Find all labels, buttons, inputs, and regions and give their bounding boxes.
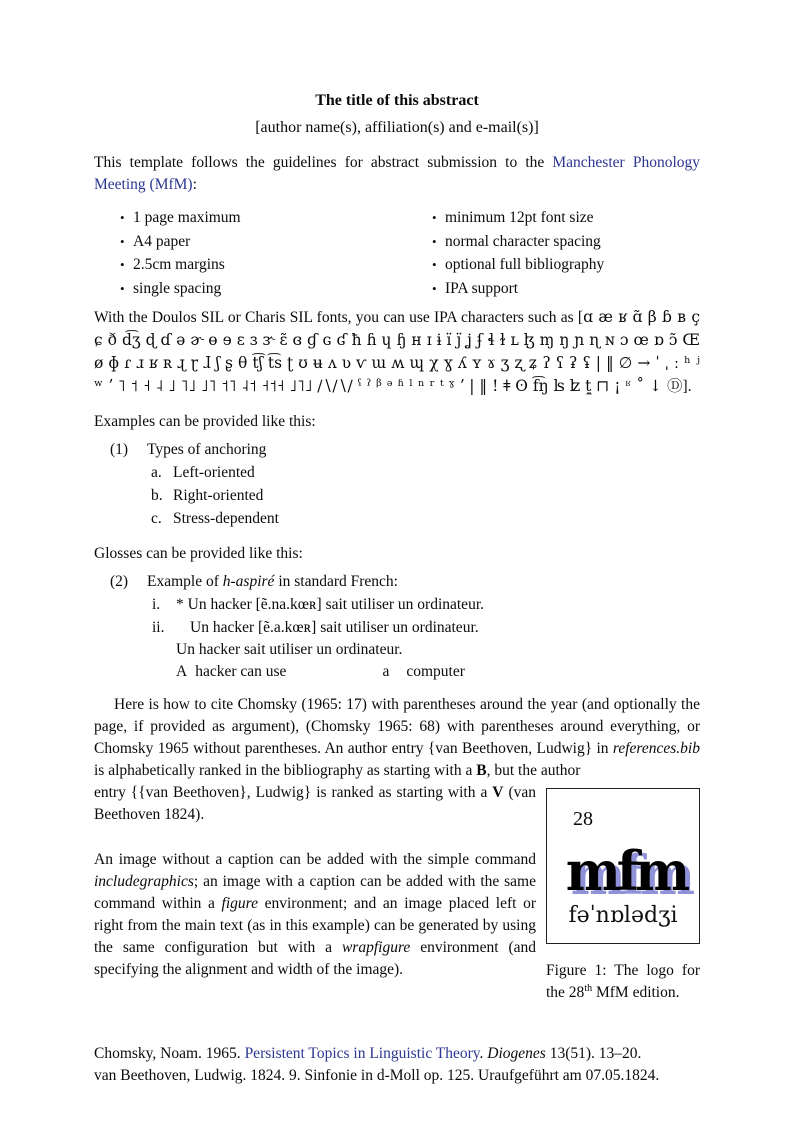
ipa-characters: ɑ æ ʁ ɑ̃ β ɓ ʙ ç ɕ ð d͡ʒ ɖ ɗ ə ɚ ɵ ɘ ɛ ɜ ɝ ɛ̃ ɞ ɠ ɢ ʛ ħ ɦ ɥ ɧ ʜ ɪ ɨ ï j̈ ʝ ʄ ɬ ɫ ʟ ɮ ɱ ŋ ɲ ɳ ɴ ɔ œ ɒ ɔ̃ Œ ø ɸ ɾ ɹ ʁ ʀ ɻ ɽ ɺ ʃ ʂ θ t͡ʃ t͡s ʈ ʊ ʉ ʌ ʋ ⱱ ɯ ʍ ɰ χ ɣ ʎ ʏ ɤ ʒ ʐ ʑ ʔ ʕ ʡ ʢ | ‖ ∅ → ˈ ˌ ː ʰ ʲ ʷ ʼ ˥ ˦ ˧ ˨ ˩ ˥˩ ˩˥ ˦˥ ˨˦ ˧˦˧ ˩˥˩ ∕∖∕∖∕ ˤ ˀ ᵝ ᵊ ʱ ˡ ⁿ ʳ ᵗ ˠ ʼ | ‖ ! ǂ ʘ f͡ŋ ʪ ʫ t̼ ⊓ ¡ ʶ ˚ ↓ Ⓓ [94, 308, 701, 395]
glosses-lead: Glosses can be provided like this: [94, 545, 303, 562]
caption-text: Figure 1: The logo for the 28 [546, 962, 700, 1001]
gloss-row-i [94, 593, 700, 616]
citation-text: (van Beethoven 1824). [94, 784, 536, 823]
citation-text: Here is how to cite Chomsky (1965: 17) with parentheses around the year (and optionally the page, if provided as argument), (Chomsky 1965: 68) with parentheses around everything, or Chomsky 1965 without parentheses. An author entry {van Beethoven, Ludwig} in [94, 696, 700, 757]
list-item [94, 484, 700, 507]
examples-lead: Examples can be provided like this: [94, 413, 316, 430]
gloss-row-ii [94, 616, 700, 639]
caption-superscript: th [584, 982, 593, 994]
list-item-label: minimum 12pt font size [445, 209, 594, 226]
bullet-icon: • [120, 257, 125, 272]
example-title [147, 573, 398, 590]
reference-entry [94, 1043, 700, 1065]
page-title: The title of this abstract [315, 92, 479, 109]
bullet-icon: • [120, 280, 125, 296]
gloss-text: Un hacker [ẽ.a.kœʀ] sait utiliser un ordinateur. [190, 619, 479, 636]
bullet-icon: • [120, 210, 125, 225]
example-1-header [94, 438, 700, 461]
paragraph-text: ; an image with a caption can be added with the same command within a [94, 873, 536, 912]
paragraph-text: environment; and an image placed left or right from the main text (as in this example) can be generated by using the same configuration but with a [94, 895, 536, 956]
bullet-icon: • [432, 233, 437, 249]
citation-text: , but the author [486, 762, 581, 779]
bold-letter-b: B [476, 762, 487, 779]
bullet-icon: • [432, 210, 437, 225]
bullet-icon: • [120, 233, 125, 249]
wrap-region [94, 782, 700, 1003]
caption-text: MfM edition. [592, 983, 680, 1001]
list-item-label: normal character spacing [445, 232, 601, 250]
figure-caption [546, 960, 700, 1003]
paragraph-text: An image without a caption can be added with the simple command [94, 851, 536, 868]
bullet-icon: • [432, 280, 437, 296]
list-item [94, 461, 700, 484]
example-number: (2) [110, 573, 129, 590]
intro-text: This template follows the guidelines for abstract submission to the [94, 154, 553, 171]
list-item [120, 277, 432, 301]
title-italic: h-aspiré [222, 573, 275, 590]
citation-paragraph-continued [94, 782, 536, 826]
command-name: includegraphics [94, 873, 194, 890]
environment-name: figure [221, 895, 258, 912]
environment-name: wrapfigure [341, 939, 411, 956]
requirements-list [94, 206, 700, 300]
list-item [120, 230, 432, 254]
requirements-right-column [432, 206, 700, 300]
citation-paragraph [94, 694, 700, 782]
requirements-left-column [94, 206, 432, 300]
list-item [432, 230, 700, 254]
list-item [432, 277, 700, 301]
list-item [432, 253, 700, 277]
edition-number: 28 [573, 808, 593, 830]
example-2 [94, 570, 700, 683]
intro-colon: : [192, 176, 197, 193]
author-line: [author name(s), affiliation(s) and e-mail(s)] [255, 119, 539, 136]
example-1 [94, 438, 700, 530]
reference-entry: van Beethoven, Ludwig. 1824. 9. Sinfonie in d-Moll op. 125. Uraufgeführt am 07.05.1824. [94, 1067, 660, 1084]
list-item-label: 2.5cm margins [133, 256, 225, 273]
reference-text: 13(51). 13–20. [545, 1045, 642, 1062]
mfm-logo: mfm [565, 839, 687, 904]
gloss-text: * Un hacker [ẽ.na.kœʀ] sait utiliser un ordinateur. [176, 596, 484, 613]
title-text: in standard French: [274, 573, 398, 590]
ipa-intro-text: With the Doulos SIL or Charis SIL fonts, you can use IPA characters such as [ [94, 309, 584, 326]
wrap-text-column [94, 782, 536, 1003]
figure-column [546, 782, 700, 1003]
gloss-word: A [176, 663, 188, 680]
list-item-label: optional full bibliography [445, 256, 605, 273]
title-text: Example of [147, 573, 223, 590]
mfm-link[interactable]: Manchester Phonology Meeting (MfM) [94, 154, 700, 193]
list-item-label: single spacing [133, 279, 222, 297]
item-label: a. [151, 464, 162, 481]
reference-text: Chomsky, Noam. 1965. [94, 1045, 245, 1062]
item-label: b. [151, 487, 163, 504]
free-translation: Un hacker sait utiliser un ordinateur. [176, 641, 403, 658]
item-label: c. [151, 510, 162, 527]
image-paragraph [94, 849, 536, 981]
roman-label: ii. [152, 619, 165, 636]
journal-name: Diogenes [487, 1045, 546, 1062]
ipa-closing: ]. [682, 378, 692, 395]
ipa-paragraph [94, 306, 700, 398]
example-title: Types of anchoring [147, 441, 267, 458]
list-item-label: 1 page maximum [133, 209, 241, 226]
intro-paragraph [94, 152, 700, 196]
gloss-word: hacker can use [195, 663, 287, 680]
figure-box [546, 788, 700, 944]
list-item [432, 206, 700, 230]
example-number: (1) [110, 441, 129, 458]
logo-ipa-text: fəˈnɒlədʒi [568, 903, 678, 928]
list-item-label: A4 paper [133, 232, 191, 250]
reference-link[interactable]: Persistent Topics in Linguistic Theory [244, 1045, 480, 1062]
reference-text: . [479, 1045, 488, 1062]
citation-text: entry {{van Beethoven}, Ludwig} is ranked as starting with a [94, 784, 493, 801]
list-item [120, 206, 432, 230]
bullet-icon: • [432, 257, 437, 272]
gloss-word: a [382, 663, 390, 680]
list-item [94, 507, 700, 530]
roman-label: i. [152, 596, 161, 613]
gloss-alignment-row [94, 661, 700, 683]
bib-filename: references.bib [612, 740, 700, 757]
citation-text: is alphabetically ranked in the bibliography as starting with a [94, 762, 477, 779]
list-item-label: IPA support [445, 279, 519, 297]
references [94, 1043, 700, 1087]
bold-letter-v: V [492, 784, 504, 801]
item-text: Right-oriented [173, 487, 264, 504]
gloss-word: computer [406, 663, 465, 680]
example-2-header [94, 570, 700, 593]
item-text: Left-oriented [173, 464, 255, 481]
item-text: Stress-dependent [173, 510, 279, 527]
list-item [120, 253, 432, 277]
paragraph-text: environment (and specifying the alignment and width of the image). [94, 939, 536, 978]
